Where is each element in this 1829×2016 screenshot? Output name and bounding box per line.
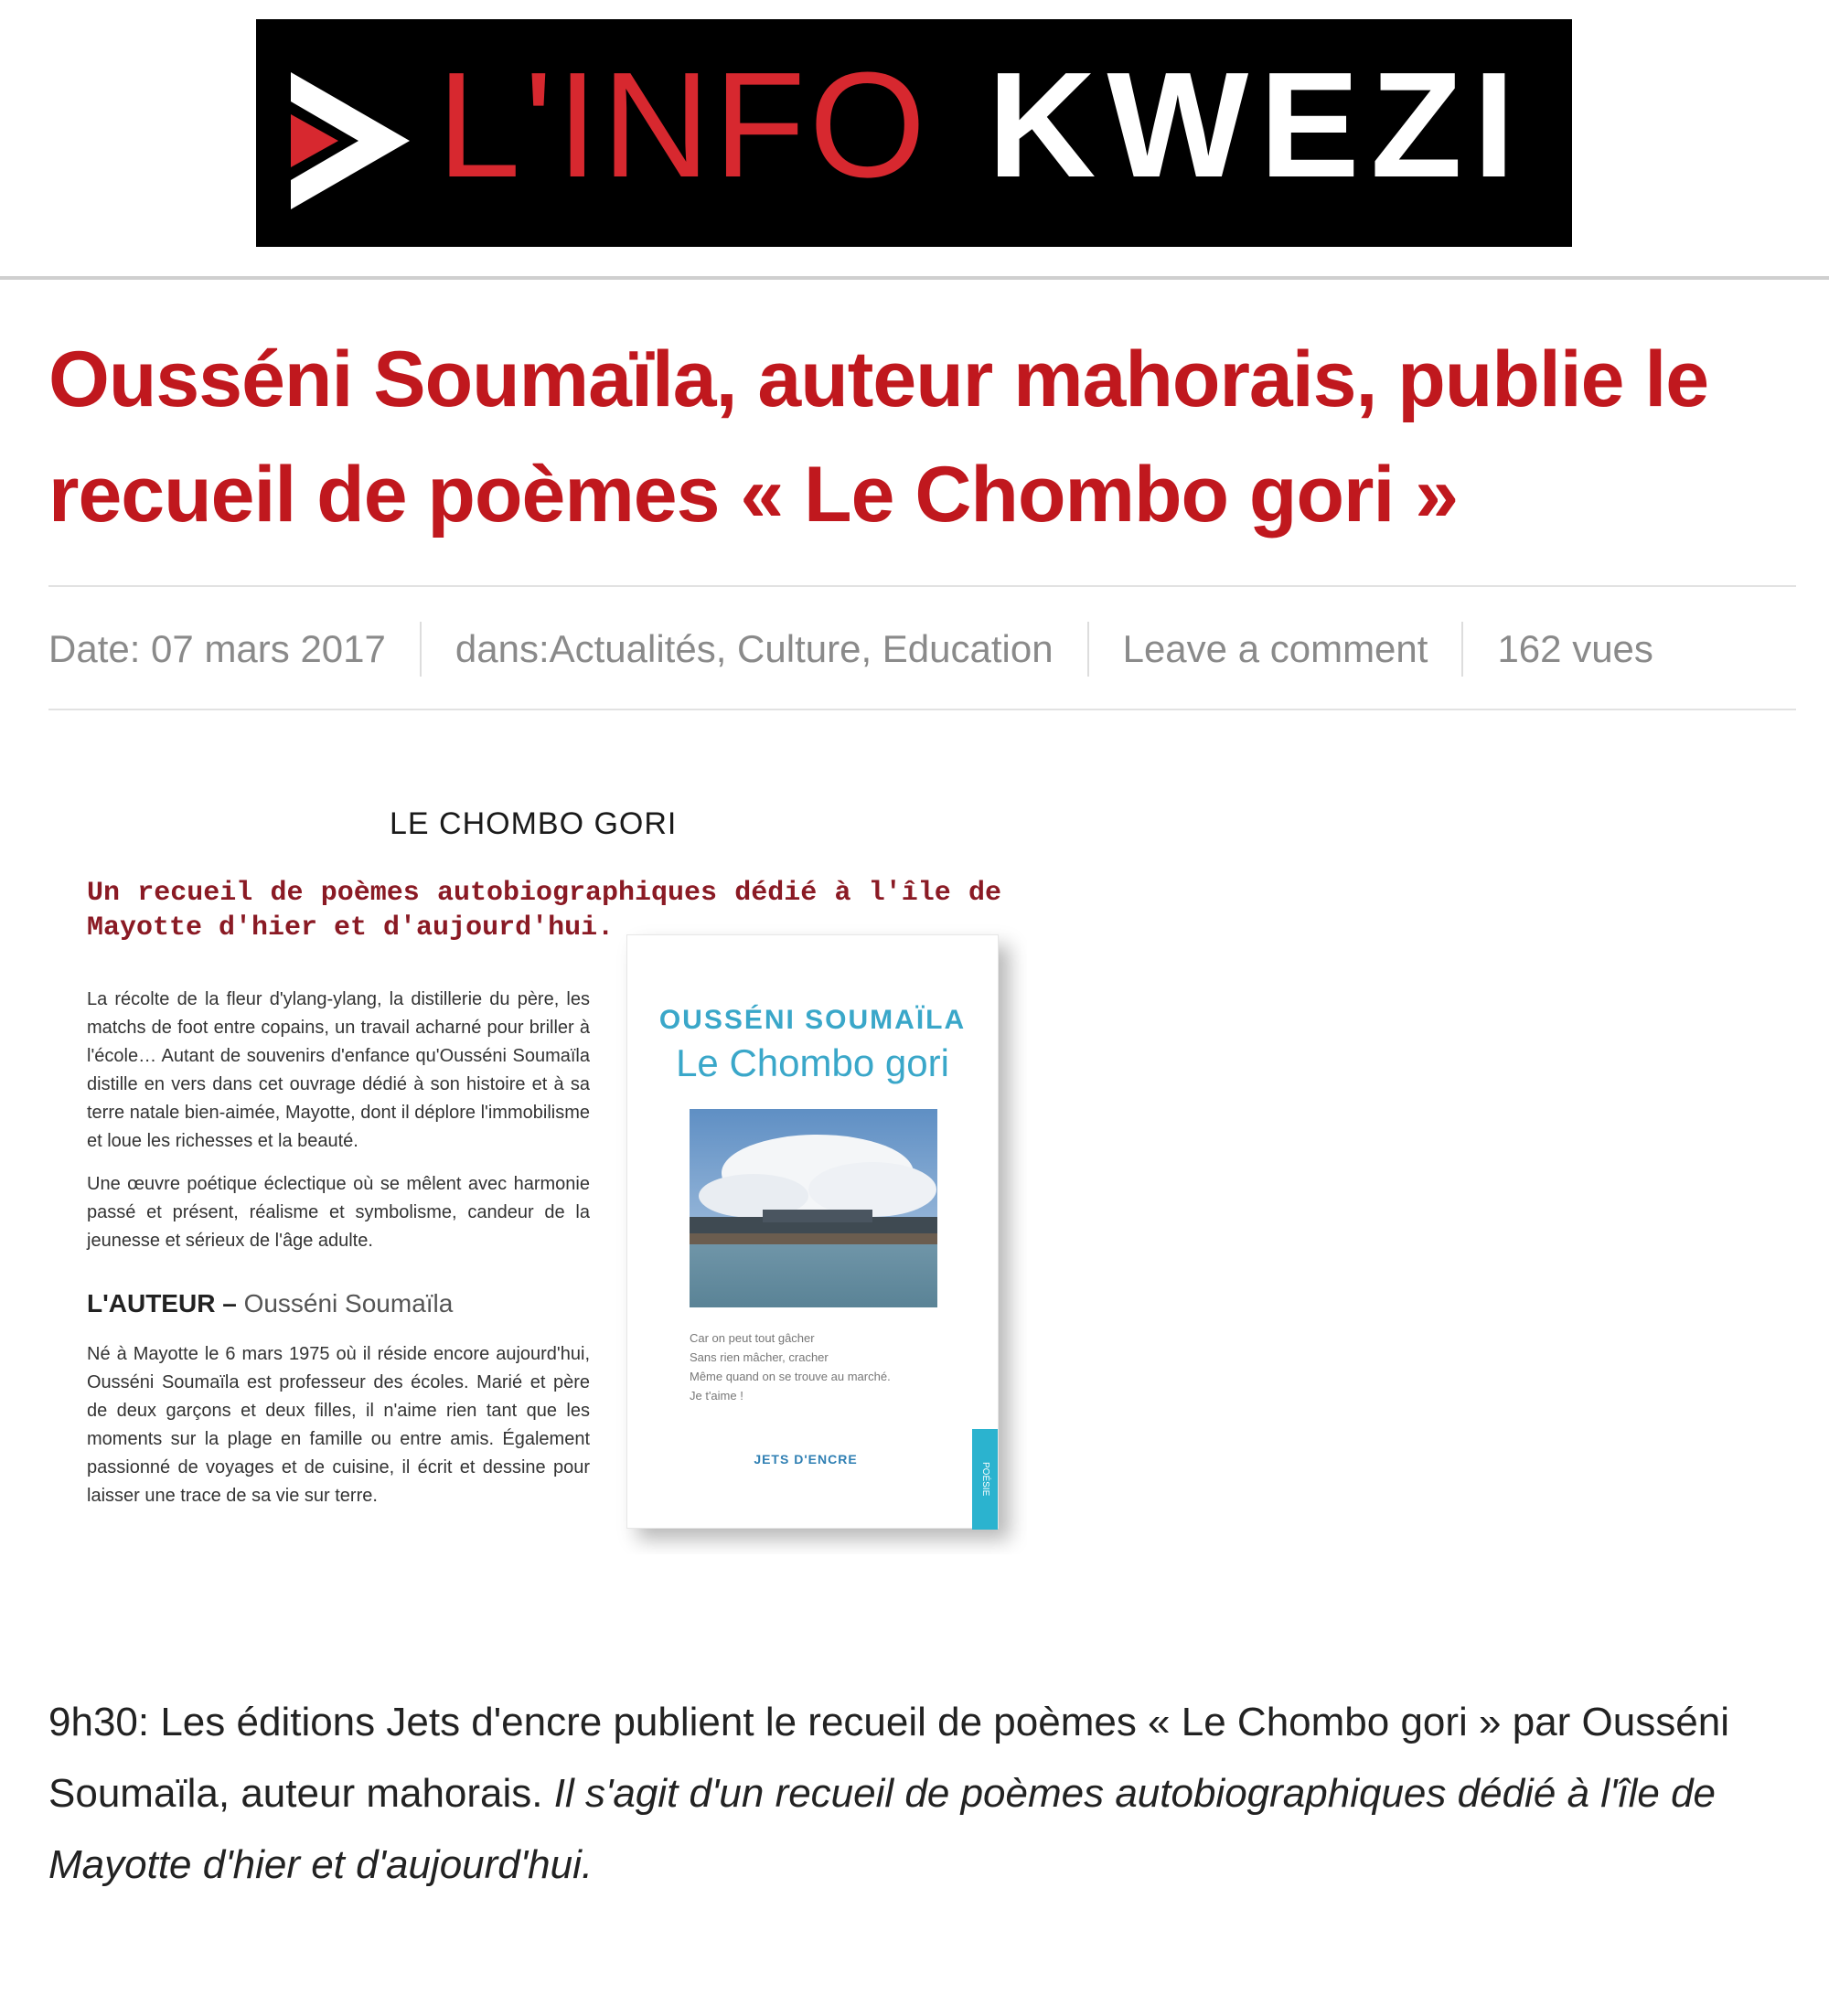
author-label: L'AUTEUR – bbox=[87, 1289, 237, 1317]
leave-comment-link[interactable]: Leave a comment bbox=[1122, 627, 1428, 670]
figure-heading: LE CHOMBO GORI bbox=[390, 806, 678, 841]
author-name: Ousséni Soumaïla bbox=[243, 1289, 454, 1317]
play-arrow-icon bbox=[291, 72, 410, 209]
meta-separator bbox=[1461, 622, 1463, 677]
book-spine-label: POÉSIE bbox=[972, 1429, 998, 1530]
meta-separator bbox=[1087, 622, 1089, 677]
article-lead-italic: Il s'agit d'un recueil de poèmes autobiographiques dédié à l'île de Mayotte d'hier et d'aujourd'hui. bbox=[48, 1771, 1717, 1887]
meta-views: 162 vues bbox=[1497, 627, 1653, 670]
logo-text-info: L'INFO bbox=[437, 41, 930, 208]
logo-text-kwezi: KWEZI bbox=[988, 41, 1526, 208]
header-divider bbox=[0, 276, 1829, 280]
article-title: Ousséni Soumaïla, auteur mahorais, publie le recueil de poèmes « Le Chombo gori » bbox=[48, 336, 1709, 539]
figure-author-heading bbox=[87, 1289, 453, 1318]
author-bio: Né à Mayotte le 6 mars 1975 où il réside encore aujourd'hui, Ousséni Soumaïla est professeur des écoles. Marié et père de deux garçons et deux filles, il n'aime rien tant que les moments sur la plage en famille ou entre amis. Également passionné de voyages et de cuisine, il écrit et dessine pour laisser une trace de sa vie sur terre. bbox=[87, 1344, 590, 1506]
book-cover-title: Le Chombo gori bbox=[676, 1041, 949, 1084]
book-cover-verse: Car on peut tout gâcher Sans rien mâcher, cracher Même quand on se trouve au marché. Je t'aime ! bbox=[690, 1331, 891, 1403]
figure-lead: Un recueil de poèmes autobiographiques dédié à l'île de Mayotte d'hier et d'aujourd'hui. bbox=[87, 878, 1001, 944]
article-lead-text: 9h30: Les éditions Jets d'encre publient le recueil de poèmes « Le Chombo gori » par Ousséni Soumaïla, auteur mahorais. bbox=[48, 1700, 1729, 1816]
book-cover bbox=[626, 934, 999, 1529]
meta-divider-top bbox=[48, 585, 1796, 587]
article-meta bbox=[48, 622, 1653, 677]
figure-paragraph: Une œuvre poétique éclectique où se mêlent avec harmonie passé et présent, réalisme et symbolisme, candeur de la jeunesse et sérieux de l'âge adulte. bbox=[87, 1174, 590, 1251]
publisher-logo: JETS D'ENCRE bbox=[754, 1452, 858, 1467]
meta-divider-bottom bbox=[48, 709, 1796, 710]
site-logo[interactable] bbox=[256, 19, 1572, 247]
figure-paragraph: La récolte de la fleur d'ylang-ylang, la distillerie du père, les matchs de foot entre copains, un travail acharné pour briller à l'école… Autant de souvenirs d'enfance qu'Ousséni Soumaïla distille en vers dans cet ouvrage dédié à son histoire et à sa terre natale bien-aimée, Mayotte, dont il déplore l'immobilisme et loue les richesses et la beauté. bbox=[87, 989, 590, 1151]
meta-date: Date: 07 mars 2017 bbox=[48, 627, 386, 670]
meta-separator bbox=[420, 622, 422, 677]
book-cover-author: OUSSÉNI SOUMAÏLA bbox=[658, 1005, 967, 1035]
meta-categories[interactable]: dans:Actualités, Culture, Education bbox=[455, 627, 1054, 670]
article-body bbox=[48, 1687, 1768, 1901]
book-press-image bbox=[48, 795, 1027, 1554]
harbour-photo bbox=[690, 1109, 937, 1307]
